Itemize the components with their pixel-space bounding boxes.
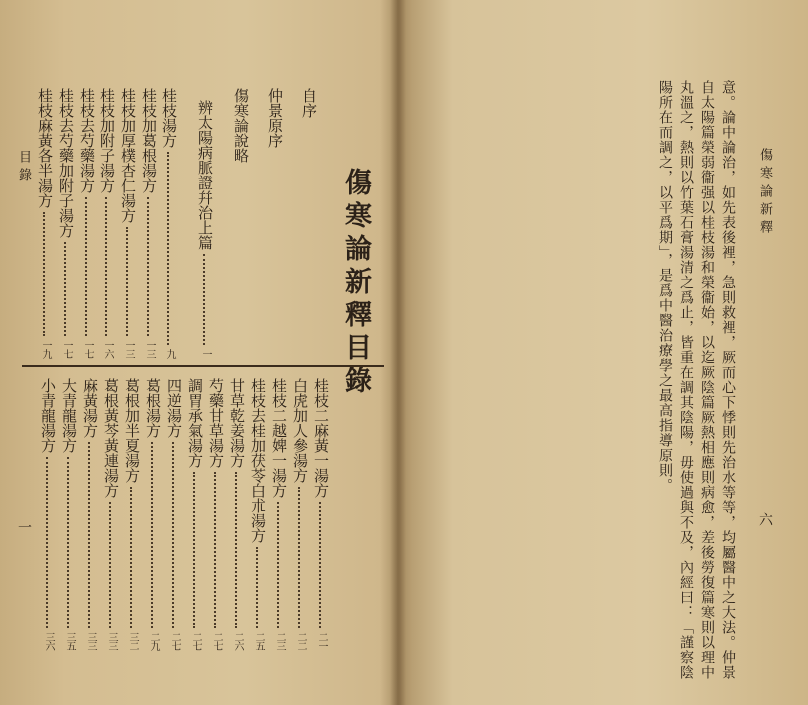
- leader-dots: [214, 472, 218, 628]
- toc-entry-label: 桂枝加附子湯方: [98, 88, 116, 193]
- toc-entry[interactable]: [291, 378, 309, 650]
- toc-entry[interactable]: [207, 378, 225, 650]
- toc-entry-label: 桂枝二越婢一湯方: [270, 378, 288, 498]
- toc-page-number: 三三: [106, 632, 117, 650]
- toc-page-number: 一七: [82, 340, 93, 358]
- toc-page-number: 三三: [85, 632, 96, 650]
- leader-dots: [298, 487, 302, 628]
- toc-entry[interactable]: [119, 88, 137, 358]
- toc-page-number: 九: [164, 349, 175, 358]
- leader-dots: [167, 152, 171, 345]
- toc-entry-original-preface[interactable]: [266, 88, 284, 178]
- toc-page-number: 二七: [190, 632, 201, 650]
- body-text-column: 自太陽篇榮弱衞强以桂枝湯和榮衞始，以迄厥陰篇厥熱相應則病愈，差後勞復篇寒則以理中: [699, 80, 715, 680]
- toc-entry-label: 白虎加人參湯方: [291, 378, 309, 483]
- toc-page-number: 三六: [43, 632, 54, 650]
- leader-dots: [193, 472, 197, 628]
- body-text-column: 陽所在而調之，以平爲期」，是爲中醫治療學之最高指導原則。: [657, 80, 673, 493]
- leader-dots: [151, 442, 155, 628]
- toc-page-number: 二五: [253, 632, 264, 650]
- toc-page-number: 二一: [316, 632, 327, 650]
- toc-entry[interactable]: [39, 378, 57, 650]
- toc-entry-label: 桂枝加厚樸杏仁湯方: [119, 88, 137, 223]
- leader-dots: [85, 197, 89, 336]
- toc-entry-label: 桂枝去芍藥加附子湯方: [57, 88, 75, 238]
- toc-entry[interactable]: [186, 378, 204, 650]
- leader-dots: [130, 487, 134, 628]
- toc-entry-label: 傷寒論說略: [232, 88, 250, 163]
- toc-entry[interactable]: [270, 378, 288, 650]
- right-page-number: 六: [757, 512, 773, 526]
- toc-entry[interactable]: [123, 378, 141, 650]
- toc-entry-label: 桂枝湯方: [160, 88, 178, 148]
- body-text-column: 意。論中論治，如先表後裡，急則救裡，厥而心下悸則先治水等等，均屬醫中之大法。仲景: [720, 80, 736, 680]
- left-page-number: 一: [16, 520, 32, 534]
- toc-page-number: 二七: [169, 632, 180, 650]
- leader-dots: [235, 472, 239, 628]
- toc-entry-chapter-taiyang[interactable]: [196, 100, 214, 358]
- book-title: 傷寒論新釋目錄: [340, 168, 371, 399]
- toc-entry[interactable]: [78, 88, 96, 358]
- toc-entry-label: 甘草乾姜湯方: [228, 378, 246, 468]
- toc-page-number: 一三: [144, 340, 155, 358]
- toc-entry-preface[interactable]: [300, 88, 318, 158]
- left-page-contents: [0, 0, 398, 705]
- leader-dots: [172, 442, 176, 628]
- toc-page-number: 一七: [61, 340, 72, 358]
- toc-entry-label: 自序: [300, 88, 318, 118]
- toc-entry-overview[interactable]: [232, 88, 250, 198]
- leader-dots: [256, 547, 260, 628]
- toc-entry-label: 大青龍湯方: [60, 378, 78, 453]
- section-divider: [22, 365, 384, 367]
- toc-entry-label: 桂枝加葛根湯方: [140, 88, 158, 193]
- toc-entry-label: 麻黃湯方: [81, 378, 99, 438]
- toc-entry[interactable]: [57, 88, 75, 358]
- toc-page-number: 二三: [274, 632, 285, 650]
- leader-dots: [105, 197, 109, 336]
- right-page-text: [398, 0, 808, 705]
- toc-entry[interactable]: [312, 378, 330, 650]
- toc-entry-label: 調胃承氣湯方: [186, 378, 204, 468]
- leader-dots: [88, 442, 92, 628]
- toc-page-number: 二二: [295, 632, 306, 650]
- toc-entry-label: 桂枝去芍藥湯方: [78, 88, 96, 193]
- toc-entry-label: 桂枝麻黃各半湯方: [36, 88, 54, 208]
- toc-page-number: 一三: [123, 340, 134, 358]
- toc-page-number: 二六: [232, 632, 243, 650]
- toc-entry-label: 葛根湯方: [144, 378, 162, 438]
- toc-page-number: 一: [200, 349, 211, 358]
- leader-dots: [46, 457, 50, 628]
- leader-dots: [147, 197, 151, 336]
- toc-page-number: 三二: [127, 632, 138, 650]
- toc-entry[interactable]: [102, 378, 120, 650]
- toc-entry[interactable]: [160, 88, 178, 358]
- toc-page-number: 三五: [64, 632, 75, 650]
- running-title-right: 傷寒論新釋: [757, 148, 772, 238]
- leader-dots: [319, 502, 323, 628]
- toc-entry[interactable]: [81, 378, 99, 650]
- running-title-left: 目錄: [16, 150, 31, 186]
- toc-entry[interactable]: [249, 378, 267, 650]
- leader-dots: [67, 457, 71, 628]
- leader-dots: [109, 502, 113, 628]
- toc-entry[interactable]: [228, 378, 246, 650]
- toc-entry-label: 小青龍湯方: [39, 378, 57, 453]
- toc-entry-label: 葛根加半夏湯方: [123, 378, 141, 483]
- leader-dots: [64, 242, 68, 336]
- toc-entry[interactable]: [140, 88, 158, 358]
- body-text-column: 丸溫之，熱則以竹葉石膏湯清之爲止，皆重在調其陰陽，毋使過與不及，內經曰：「謹察陰: [678, 80, 694, 680]
- toc-entry-label: 芍藥甘草湯方: [207, 378, 225, 468]
- leader-dots: [203, 254, 207, 345]
- toc-entry-label: 辨太陽病脈證幷治上篇: [196, 100, 214, 250]
- toc-page-number: 二九: [148, 632, 159, 650]
- toc-entry-label: 仲景原序: [266, 88, 284, 148]
- toc-entry-label: 葛根黃芩黃連湯方: [102, 378, 120, 498]
- toc-entry-label: 四逆湯方: [165, 378, 183, 438]
- toc-entry-label: 桂枝去桂加茯苓白朮湯方: [249, 378, 267, 543]
- toc-entry-label: 桂枝二麻黃一湯方: [312, 378, 330, 498]
- toc-entry[interactable]: [165, 378, 183, 650]
- toc-entry[interactable]: [98, 88, 116, 358]
- toc-entry[interactable]: [60, 378, 78, 650]
- toc-page-number: 二七: [211, 632, 222, 650]
- toc-entry[interactable]: [144, 378, 162, 650]
- leader-dots: [126, 227, 130, 336]
- toc-page-number: 一六: [102, 340, 113, 358]
- leader-dots: [43, 212, 47, 336]
- leader-dots: [277, 502, 281, 628]
- toc-entry[interactable]: [36, 88, 54, 358]
- toc-page-number: 一九: [40, 340, 51, 358]
